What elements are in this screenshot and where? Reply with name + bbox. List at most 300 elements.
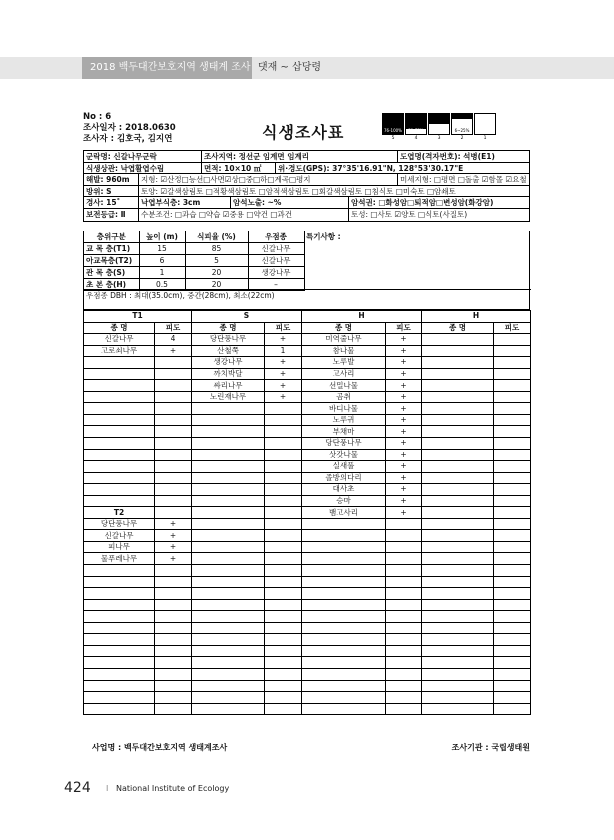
species-cover-cell: + (265, 380, 302, 392)
species-cover-cell: + (386, 357, 422, 369)
species-name-cell: 고로쇠나무 (84, 345, 155, 357)
col-cover: 피도 (494, 322, 531, 334)
species-name-cell (84, 703, 155, 715)
species-cover-cell (386, 576, 422, 588)
header-tab: 2018 백두대간보호지역 생태계 조사 (82, 57, 252, 79)
species-row (84, 438, 531, 450)
species-name-cell (84, 391, 155, 403)
species-name-cell (422, 495, 494, 507)
species-cover-cell (265, 668, 302, 680)
species-name-cell (422, 414, 494, 426)
species-name-cell (422, 622, 494, 634)
litter-layer: 낙엽부식층: 3cm (139, 197, 231, 208)
species-cover-cell: + (386, 403, 422, 415)
species-cover-cell: 4 (155, 334, 192, 346)
layer-dominant: 신갈나무 (248, 243, 304, 255)
species-row (84, 565, 531, 577)
species-name-cell (302, 530, 386, 542)
species-cover-cell (155, 599, 192, 611)
species-name-cell: 당단풍나무 (84, 518, 155, 530)
species-name-cell: 신갈나무 (84, 530, 155, 542)
species-row (84, 588, 531, 600)
legend-box-label: + r (474, 113, 496, 135)
species-name-cell (302, 599, 386, 611)
species-name-cell: 생강나무 (192, 357, 265, 369)
species-name-cell: 졸방의다리 (302, 472, 386, 484)
species-name-cell: 싸리나무 (192, 380, 265, 392)
species-cover-cell: + (155, 541, 192, 553)
species-name-cell (192, 588, 265, 600)
species-name-cell (192, 668, 265, 680)
species-name-cell (422, 645, 494, 657)
species-name-cell: 당단풍나무 (302, 438, 386, 450)
layer-name: 교 목 층(T1) (84, 243, 139, 255)
bedrock: 암석권: □화성암□퇴적암□변성암(화강암) (351, 198, 494, 208)
species-cover-cell (265, 495, 302, 507)
species-cover-cell (494, 414, 531, 426)
species-name-cell (192, 611, 265, 623)
species-name-cell (84, 368, 155, 380)
species-row (84, 484, 531, 496)
species-name-cell (422, 565, 494, 577)
species-name-cell (192, 507, 265, 519)
species-cover-cell: + (386, 380, 422, 392)
species-name-cell: 참나물 (302, 345, 386, 357)
species-name-cell: 선밀나물 (302, 380, 386, 392)
species-cover-cell (155, 403, 192, 415)
species-name-cell: 미역줄나무 (302, 334, 386, 346)
species-cover-cell (155, 565, 192, 577)
species-cover-cell (265, 553, 302, 565)
species-cover-cell (494, 634, 531, 646)
species-name-cell (302, 518, 386, 530)
species-name-cell (192, 599, 265, 611)
species-name-cell (422, 530, 494, 542)
section-header-t1: T1 (84, 311, 192, 323)
species-cover-cell (265, 611, 302, 623)
species-name-cell (422, 611, 494, 623)
species-row (84, 622, 531, 634)
species-name-cell (84, 461, 155, 473)
species-name-cell (84, 414, 155, 426)
species-cover-cell (494, 530, 531, 542)
layer-name: 아교목층(T2) (84, 255, 139, 267)
species-name-cell (192, 449, 265, 461)
layer-cover: 20 (185, 267, 248, 279)
species-name-cell (84, 634, 155, 646)
species-row (84, 403, 531, 415)
vegetation-physiognomy: 식생상관: 낙엽활엽수림 (84, 163, 202, 174)
special-notes-label: 특기사항 : (306, 232, 341, 241)
section-header-h2: H (422, 311, 531, 323)
species-row (84, 472, 531, 484)
species-name-cell (302, 703, 386, 715)
species-cover-cell (386, 588, 422, 600)
species-name-cell (84, 622, 155, 634)
header-subtitle: 댓재 ~ 삽당령 (258, 62, 322, 73)
species-cover-cell (386, 680, 422, 692)
species-name-cell (302, 680, 386, 692)
species-cover-cell (155, 668, 192, 680)
species-cover-cell (494, 380, 531, 392)
species-name-cell (422, 507, 494, 519)
species-cover-cell (155, 611, 192, 623)
species-name-cell (192, 680, 265, 692)
map-sheet: 도엽명(격자번호): 석병(E1) (400, 152, 495, 161)
species-name-cell (302, 622, 386, 634)
soil-texture: 토성: □사토 ☑양토 □식토(사질토) (351, 209, 468, 219)
species-cover-cell (155, 380, 192, 392)
species-name-cell: 신갈나무 (84, 334, 155, 346)
species-cover-cell (265, 622, 302, 634)
species-cover-cell (494, 438, 531, 450)
species-cover-cell (386, 541, 422, 553)
layer-cover: 85 (185, 243, 248, 255)
species-cover-cell (265, 588, 302, 600)
species-cover-cell: + (386, 484, 422, 496)
species-cover-cell (265, 692, 302, 704)
species-cover-cell (494, 645, 531, 657)
species-cover-cell: + (386, 391, 422, 403)
species-cover-cell (386, 518, 422, 530)
species-cover-cell (494, 484, 531, 496)
species-name-cell (84, 657, 155, 669)
species-cover-cell (494, 426, 531, 438)
species-cover-cell: + (386, 449, 422, 461)
species-row (84, 345, 531, 357)
survey-date: 조사일자 : 2018.0630 (83, 123, 176, 133)
species-name-cell (84, 426, 155, 438)
species-cover-cell (386, 668, 422, 680)
page-number: 424 (64, 780, 91, 796)
species-cover-cell (155, 357, 192, 369)
species-name-cell (302, 645, 386, 657)
species-name-cell: 부채마 (302, 426, 386, 438)
species-cover-cell (155, 426, 192, 438)
species-cover-cell (155, 692, 192, 704)
layer-height: 1 (139, 267, 185, 279)
topography: 지형: ☑산정□능선□사면☑상□중□하□계곡□평지 (139, 174, 398, 185)
species-cover-cell (155, 414, 192, 426)
species-row (84, 357, 531, 369)
layer-height: 0.5 (139, 279, 185, 291)
species-name-cell (422, 541, 494, 553)
legend-box-label: 51-75% (408, 128, 424, 133)
species-row (84, 668, 531, 680)
species-name-cell (302, 588, 386, 600)
species-name-cell (422, 692, 494, 704)
species-name-cell (302, 657, 386, 669)
layer-header: 우점종 (248, 231, 304, 243)
species-name-cell (84, 645, 155, 657)
species-name-cell (422, 472, 494, 484)
species-cover-cell: + (155, 530, 192, 542)
conservation-grade: 보전등급: Ⅱ (84, 209, 139, 221)
page-separator: I (106, 784, 109, 793)
species-name-cell: 산철쭉 (192, 345, 265, 357)
species-name-cell (84, 588, 155, 600)
species-cover-cell (265, 449, 302, 461)
species-row (84, 530, 531, 542)
species-cover-cell: + (386, 426, 422, 438)
species-row (84, 414, 531, 426)
species-cover-cell (386, 692, 422, 704)
layer-height: 15 (139, 243, 185, 255)
species-row (84, 518, 531, 530)
species-name-cell (192, 553, 265, 565)
species-cover-cell (494, 565, 531, 577)
species-cover-cell (494, 553, 531, 565)
species-cover-cell (494, 680, 531, 692)
species-name-cell: 노린재나무 (192, 391, 265, 403)
species-cover-cell (155, 449, 192, 461)
species-cover-cell (494, 518, 531, 530)
species-name-cell (422, 680, 494, 692)
species-name-cell: 노루발 (302, 357, 386, 369)
species-row (84, 541, 531, 553)
species-name-cell (422, 449, 494, 461)
species-cover-cell (494, 345, 531, 357)
species-cover-cell (494, 472, 531, 484)
species-name-cell (302, 634, 386, 646)
species-row (84, 645, 531, 657)
species-cover-cell: + (386, 438, 422, 450)
species-cover-cell (265, 703, 302, 715)
species-cover-cell (265, 645, 302, 657)
section-header-s: S (192, 311, 302, 323)
species-cover-cell (386, 530, 422, 542)
species-cover-cell (265, 518, 302, 530)
species-cover-cell (494, 588, 531, 600)
species-cover-cell: + (386, 461, 422, 473)
species-row (84, 611, 531, 623)
species-cover-cell (494, 403, 531, 415)
species-name-cell (192, 622, 265, 634)
legend-num: 1 (483, 136, 487, 141)
layer-header: 식피율 (%) (185, 231, 248, 243)
slope: 경사: 15˚ (84, 197, 139, 208)
species-cover-cell (265, 599, 302, 611)
species-cover-cell: + (386, 334, 422, 346)
species-name-cell: 까치박달 (192, 368, 265, 380)
col-species-name: 종 명 (84, 322, 155, 334)
institute-name: National Institute of Ecology (116, 784, 230, 793)
species-name-cell: 노루귀 (302, 414, 386, 426)
soil-type: 토양: ☑갈색삼림토 □적황색삼림토 □암적색삼림토 □회갈색삼림토 □침식토 □미숙토 □암쇄토 (141, 186, 456, 196)
species-cover-cell (155, 634, 192, 646)
species-name-cell (84, 692, 155, 704)
species-name-cell (192, 403, 265, 415)
species-row (84, 334, 531, 346)
species-cover-cell (386, 599, 422, 611)
cover-legend (382, 113, 496, 141)
species-name-cell (302, 668, 386, 680)
form-title: 식생조사표 (262, 123, 345, 142)
species-name-cell (302, 576, 386, 588)
species-name-cell: 곰취 (302, 391, 386, 403)
species-name-cell: 당단풍나무 (192, 334, 265, 346)
layer-name: 초 본 층(H) (84, 279, 139, 291)
species-name-cell (302, 692, 386, 704)
species-cover-cell: + (386, 414, 422, 426)
species-cover-cell (386, 657, 422, 669)
col-species-name: 종 명 (422, 322, 494, 334)
species-name-cell (192, 530, 265, 542)
section-header-h: H (302, 311, 422, 323)
species-cover-cell: + (265, 334, 302, 346)
species-name-cell (422, 368, 494, 380)
species-cover-cell: + (155, 553, 192, 565)
layer-cover: 20 (185, 279, 248, 291)
species-name-cell (302, 565, 386, 577)
legend-box-label: 26-50% (431, 128, 447, 133)
legend-box-label: 76-100% (384, 128, 402, 133)
species-name-cell: 삿갓나물 (302, 449, 386, 461)
species-cover-cell (494, 703, 531, 715)
species-cover-cell (155, 622, 192, 634)
species-cover-cell (155, 645, 192, 657)
species-cover-cell (155, 484, 192, 496)
species-row (84, 692, 531, 704)
species-name-cell (84, 611, 155, 623)
species-cover-cell (155, 657, 192, 669)
species-cover-cell (386, 622, 422, 634)
species-cover-cell (494, 334, 531, 346)
species-cover-cell (265, 530, 302, 542)
layer-cover: 5 (185, 255, 248, 267)
species-cover-cell (386, 611, 422, 623)
species-row (84, 426, 531, 438)
species-cover-cell (155, 472, 192, 484)
species-cover-cell: + (265, 357, 302, 369)
species-row (84, 391, 531, 403)
species-cover-cell (155, 703, 192, 715)
col-species-name: 종 명 (192, 322, 265, 334)
species-name-cell (192, 541, 265, 553)
species-name-cell (422, 703, 494, 715)
species-name-cell (192, 472, 265, 484)
col-cover: 피도 (386, 322, 422, 334)
survey-agency: 조사기관 : 국립생태원 (451, 743, 530, 752)
species-name-cell (422, 484, 494, 496)
aspect: 방위: S (84, 186, 139, 197)
species-name-cell (84, 576, 155, 588)
species-row (84, 380, 531, 392)
layer-table (83, 231, 530, 310)
species-row (84, 461, 531, 473)
species-cover-cell (265, 565, 302, 577)
species-cover-cell (494, 657, 531, 669)
species-name-cell (422, 599, 494, 611)
legend-num: 3 (437, 136, 441, 141)
species-name-cell (84, 380, 155, 392)
species-name-cell (192, 495, 265, 507)
species-cover-cell (494, 611, 531, 623)
species-cover-cell: 1 (265, 345, 302, 357)
legend-num: 5 (391, 136, 395, 141)
species-cover-cell (494, 495, 531, 507)
species-name-cell (84, 599, 155, 611)
species-name-cell (422, 518, 494, 530)
species-name-cell (192, 461, 265, 473)
col-cover: 피도 (155, 322, 192, 334)
species-name-cell (192, 484, 265, 496)
surveyor: 조사자 : 김호국, 김지연 (83, 134, 173, 144)
species-name-cell (422, 668, 494, 680)
species-row (84, 599, 531, 611)
gps-coordinates: 위·경도(GPS): 37°35'16.91"N, 128°53'30.17"E (278, 163, 464, 173)
species-cover-cell (494, 576, 531, 588)
survey-area: 조사지역: 정선군 임계면 임계리 (202, 151, 398, 162)
species-name-cell (192, 414, 265, 426)
species-cover-cell (265, 438, 302, 450)
species-cover-cell (155, 576, 192, 588)
species-name-cell (84, 472, 155, 484)
rock-exposure: 암석노출: ~% (231, 197, 349, 208)
species-cover-cell (265, 484, 302, 496)
species-row (84, 657, 531, 669)
dominant-dbh: 우점종 DBH : 최대(35.0cm), 중간(28cm), 최소(22cm) (84, 289, 531, 301)
species-name-cell: 피나무 (84, 541, 155, 553)
species-name-cell (192, 426, 265, 438)
species-name-cell (84, 565, 155, 577)
species-name-cell: 뱀고사리 (302, 507, 386, 519)
legend-num: 2 (460, 136, 464, 141)
site-info (83, 150, 530, 222)
layer-dominant: 신갈나무 (248, 255, 304, 267)
species-cover-cell (386, 553, 422, 565)
species-cover-cell (155, 680, 192, 692)
layer-header: 층위구분 (84, 231, 139, 243)
species-name-cell (422, 576, 494, 588)
species-cover-cell (265, 680, 302, 692)
species-name-cell (84, 495, 155, 507)
species-cover-cell (265, 541, 302, 553)
species-cover-cell (494, 599, 531, 611)
species-cover-cell (265, 634, 302, 646)
species-cover-cell: + (386, 507, 422, 519)
species-name-cell: 바디나물 (302, 403, 386, 415)
species-name-cell (422, 357, 494, 369)
species-cover-cell: + (265, 391, 302, 403)
species-cover-cell (386, 703, 422, 715)
species-cover-cell (155, 495, 192, 507)
species-name-cell (84, 357, 155, 369)
community-name: 군락명: 신갈나무군락 (84, 151, 202, 162)
moisture-condition: 수분조건: □과습 □약습 ☑중용 □약건 □과건 (139, 209, 349, 221)
species-cover-cell (265, 426, 302, 438)
species-cover-cell (155, 507, 192, 519)
species-cover-cell (494, 449, 531, 461)
layer-dominant: – (248, 279, 304, 291)
species-name-cell: 실새풀 (302, 461, 386, 473)
species-cover-cell (155, 438, 192, 450)
species-name-cell (422, 657, 494, 669)
species-cover-cell: + (386, 495, 422, 507)
species-name-cell (302, 541, 386, 553)
species-table (83, 310, 531, 715)
species-cover-cell (265, 507, 302, 519)
species-name-cell (422, 334, 494, 346)
species-name-cell (302, 611, 386, 623)
species-name-cell (192, 645, 265, 657)
plot-area: 면적: 10×10 ㎡ (202, 163, 276, 174)
species-cover-cell (386, 565, 422, 577)
species-name-cell (422, 403, 494, 415)
species-row (84, 576, 531, 588)
species-cover-cell (494, 692, 531, 704)
col-cover: 피도 (265, 322, 302, 334)
